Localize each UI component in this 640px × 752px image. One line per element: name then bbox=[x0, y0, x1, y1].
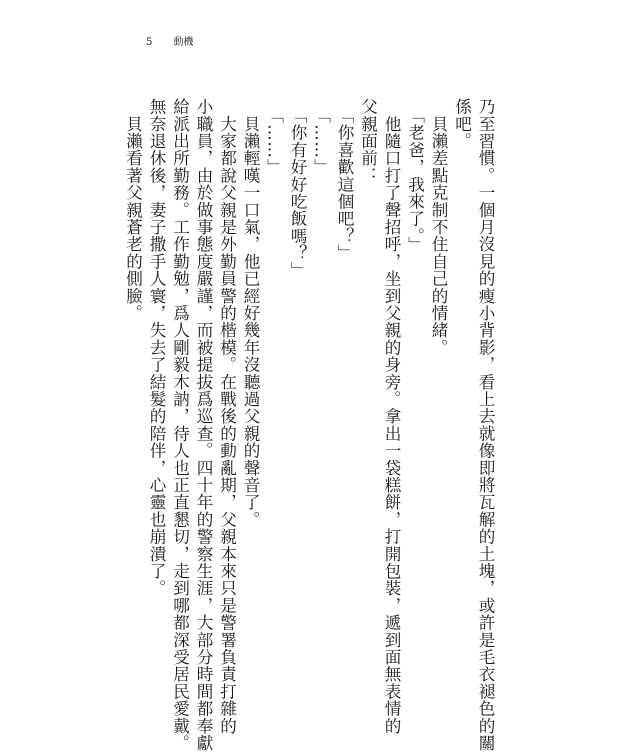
text-line: 「你喜歡這個吧？」 bbox=[335, 98, 354, 262]
text-line: 父親面前： bbox=[358, 98, 378, 184]
text-line: 「……」 bbox=[311, 98, 331, 176]
page-number: 5 bbox=[146, 37, 153, 48]
text-line: 貝瀨輕嘆一口氣，他已經好幾年沒聽過父親的聲音了。 bbox=[241, 98, 260, 528]
text-line: 「……」 bbox=[264, 98, 284, 176]
text-line: 無奈退休後，妻子撒手人寰，失去了結髮的陪伴，心靈也崩潰了。 bbox=[147, 98, 166, 597]
text-line: 大家都說父親是外勤員警的楷模。在戰後的動亂期，父親本來只是警署負責打雜的 bbox=[217, 98, 237, 735]
text-line: 小職員，由於做事態度嚴謹，而被提拔爲巡查。四十年的警察生涯，大部分時間都奉獻 bbox=[194, 98, 213, 752]
text-line: 乃至習慣。一個月沒見的瘦小背影，看上去就像即將瓦解的土塊，或許是毛衣褪色的關 bbox=[476, 98, 495, 752]
text-line: 貝瀨差點克制不住自己的情緒。 bbox=[429, 98, 448, 356]
text-line: 貝瀨看著父親蒼老的側臉。 bbox=[123, 98, 143, 322]
chapter-title: 動機 bbox=[173, 37, 194, 48]
text-line: 「你有好好吃飯嗎？」 bbox=[288, 98, 307, 279]
text-line: 他隨口打了聲招呼，坐到父親的身旁。拿出一袋糕餅，打開包裝，遞到面無表情的 bbox=[382, 98, 401, 735]
running-header bbox=[146, 38, 194, 48]
vertical-text-body bbox=[121, 98, 497, 752]
text-line: 「老爸，我來了。」 bbox=[405, 98, 425, 254]
text-line: 給派出所勤務。工作勤勉，爲人剛毅木訥，待人也正直懇切，走到哪都深受居民愛戴。 bbox=[170, 98, 190, 752]
text-line: 係吧。 bbox=[452, 98, 472, 150]
